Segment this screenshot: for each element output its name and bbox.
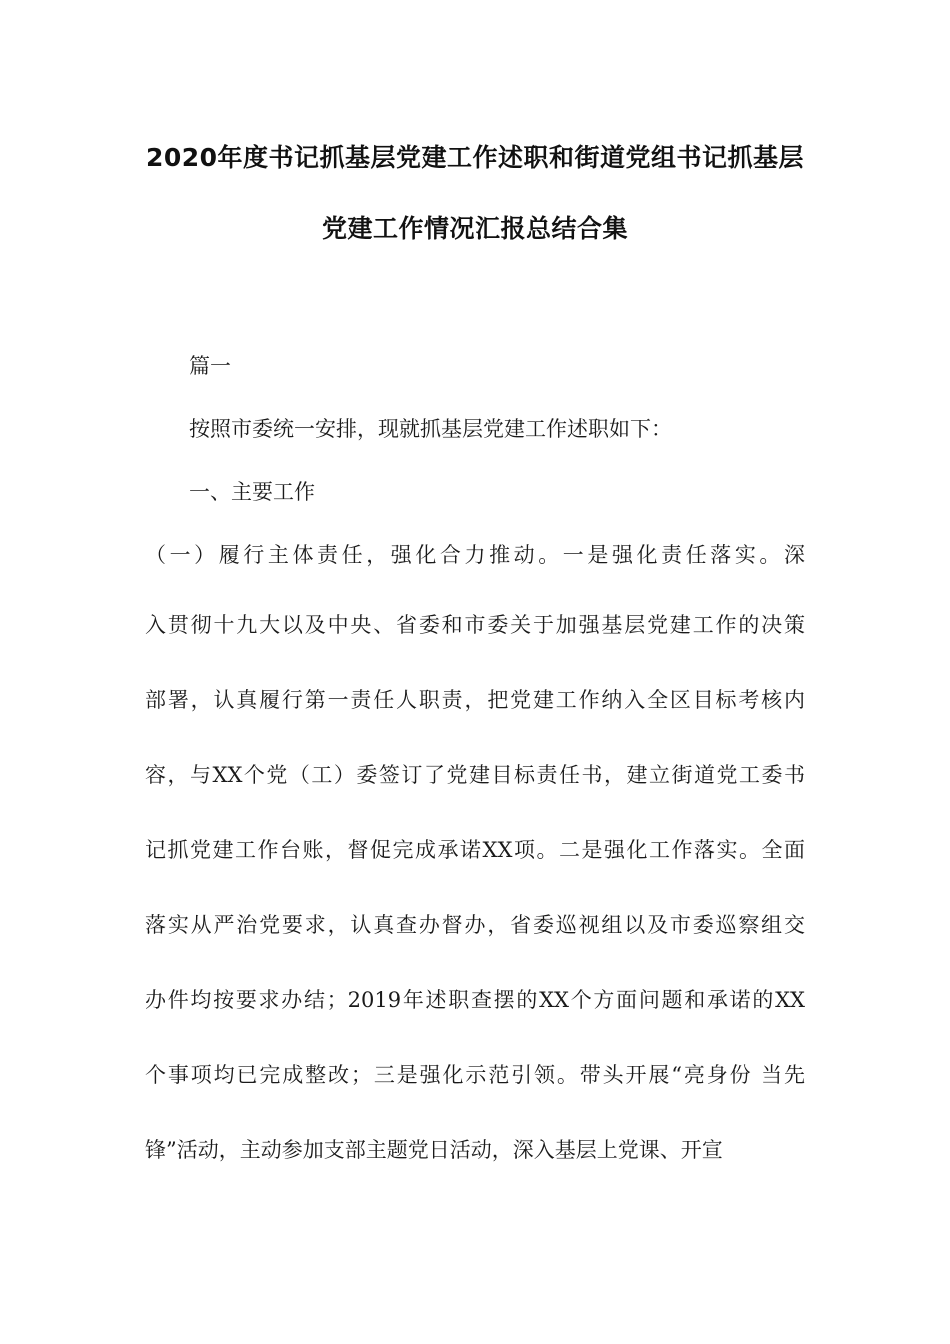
document-title-line-2: 党建工作情况汇报总结合集 xyxy=(321,214,628,243)
paragraph-line: 落实从严治党要求，认真查办督办，省委巡视组以及市委巡察组交 xyxy=(145,913,805,937)
paragraph-line: 办件均按要求办结；2019年述职查摆的XX个方面问题和承诺的XX xyxy=(145,988,805,1012)
paragraph-line: 部署，认真履行第一责任人职责，把党建工作纳入全区目标考核内 xyxy=(145,688,805,712)
paragraph-line: 入贯彻十九大以及中央、省委和市委关于加强基层党建工作的决策 xyxy=(145,613,805,637)
paragraph-line: 个事项均已完成整改；三是强化示范引领。带头开展“亮身份 当先 xyxy=(145,1063,805,1087)
document-title-line-1: 2020年度书记抓基层党建工作述职和街道党组书记抓基层 xyxy=(145,143,805,172)
heading-main-work: 一、主要工作 xyxy=(189,480,315,504)
paragraph-line: 记抓党建工作台账，督促完成承诺XX项。二是强化工作落实。全面 xyxy=(145,838,805,862)
paragraph-line: 容，与XX个党（工）委签订了党建目标责任书，建立街道党工委书 xyxy=(145,763,805,787)
paragraph-line: （一）履行主体责任，强化合力推动。一是强化责任落实。深 xyxy=(145,543,805,567)
paragraph-line: 锋”活动，主动参加支部主题党日活动，深入基层上党课、开宣 xyxy=(145,1138,723,1162)
intro-paragraph: 按照市委统一安排，现就抓基层党建工作述职如下： xyxy=(189,417,672,441)
section-label: 篇一 xyxy=(189,354,231,378)
